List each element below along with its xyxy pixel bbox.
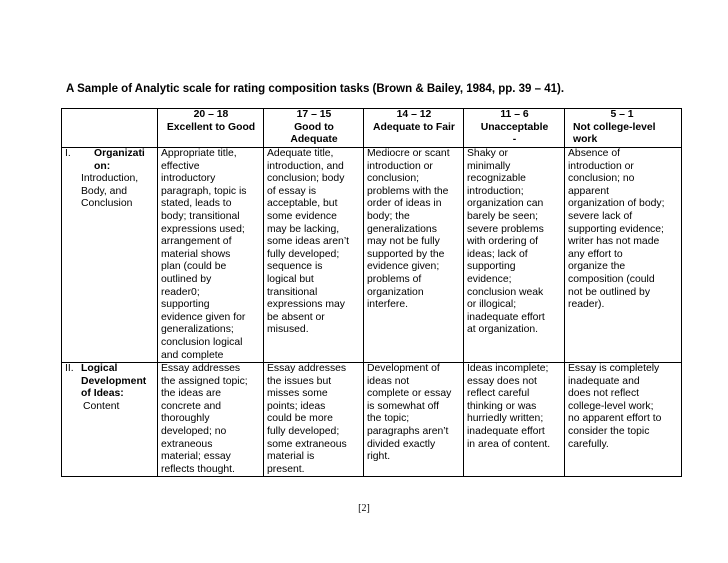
category-numeral: II. xyxy=(65,363,74,375)
rubric-cell: Adequate title, introduction, and conclusion; body of essay is acceptable, but some evidence may be lacking, some ideas aren’t fully developed; sequence is logical but transitional expressions may be absent or misused. xyxy=(264,148,364,363)
rubric-cell: Absence of introduction or conclusion; no apparent organization of body; severe lack of supporting evidence; writer has not made any effort to organize the composition (could not be outlined by reader). xyxy=(565,148,682,363)
rubric-cell: Appropriate title, effective introductory paragraph, topic is stated, leads to body; transitional expressions used; arrangement of material shows plan (could be outlined by reader0; supporting evidence given for generalizations; conclusion logical and complete xyxy=(158,148,264,363)
column-header xyxy=(364,109,464,148)
category-title-cont: Development of Ideas: xyxy=(81,375,147,400)
column-label: Good to Adequate xyxy=(290,121,338,146)
column-header xyxy=(264,109,364,148)
category-title-cont: on: xyxy=(94,160,111,172)
rubric-table xyxy=(61,108,682,477)
column-label: Excellent to Good xyxy=(166,121,256,133)
column-label: Unacceptable - xyxy=(480,121,549,146)
table-caption: A Sample of Analytic scale for rating composition tasks (Brown & Bailey, 1984, pp. 39 – 41). xyxy=(66,83,565,95)
category-cell xyxy=(62,148,158,363)
rubric-cell: Essay addresses the assigned topic; the ideas are concrete and thoroughly developed; no extraneous material; essay reflects thought. xyxy=(158,363,264,477)
rubric-cell: Shaky or minimally recognizable introduction; organization can barely be seen; severe problems with ordering of ideas; lack of supporting evidence; conclusion weak or illogical; inadequate effort at organization. xyxy=(464,148,565,363)
table-row xyxy=(62,363,682,477)
rubric-cell: Development of ideas not complete or essay is somewhat off the topic; paragraphs aren’t divided exactly right. xyxy=(364,363,464,477)
column-label: Not college-level work xyxy=(573,121,656,146)
rubric-cell: Ideas incomplete; essay does not reflect careful thinking or was hurriedly written; inadequate effort in area of content. xyxy=(464,363,565,477)
rubric-cell: Mediocre or scant introduction or conclusion; problems with the order of ideas in body; the generalizations may not be fully supported by the evidence given; problems of organization interfere. xyxy=(364,148,464,363)
category-subtitle: Introduction, Body, and Conclusion xyxy=(81,173,139,210)
category-title: Logical xyxy=(81,363,118,375)
rubric-cell: Essay is completely inadequate and does not reflect college-level work; no apparent effort to consider the topic carefully. xyxy=(565,363,682,477)
table-row xyxy=(62,148,682,363)
category-numeral: I. xyxy=(65,148,71,159)
column-score-range: 11 – 6 xyxy=(500,109,529,120)
column-header xyxy=(464,109,565,148)
category-title: Organizati xyxy=(94,148,145,159)
header-blank-cell xyxy=(62,109,158,148)
column-score-range: 17 – 15 xyxy=(296,109,332,120)
column-score-range: 5 – 1 xyxy=(610,109,634,120)
page-number: [2] xyxy=(358,503,370,514)
column-label: Adequate to Fair xyxy=(373,121,455,133)
category-subtitle: Content xyxy=(83,400,120,412)
column-header xyxy=(565,109,682,148)
column-score-range: 20 – 18 xyxy=(193,109,229,120)
column-header xyxy=(158,109,264,148)
rubric-cell: Essay addresses the issues but misses some points; ideas could be more fully developed; some extraneous material is present. xyxy=(264,363,364,477)
category-cell xyxy=(62,363,158,477)
header-row xyxy=(62,109,682,148)
column-score-range: 14 – 12 xyxy=(396,109,432,120)
